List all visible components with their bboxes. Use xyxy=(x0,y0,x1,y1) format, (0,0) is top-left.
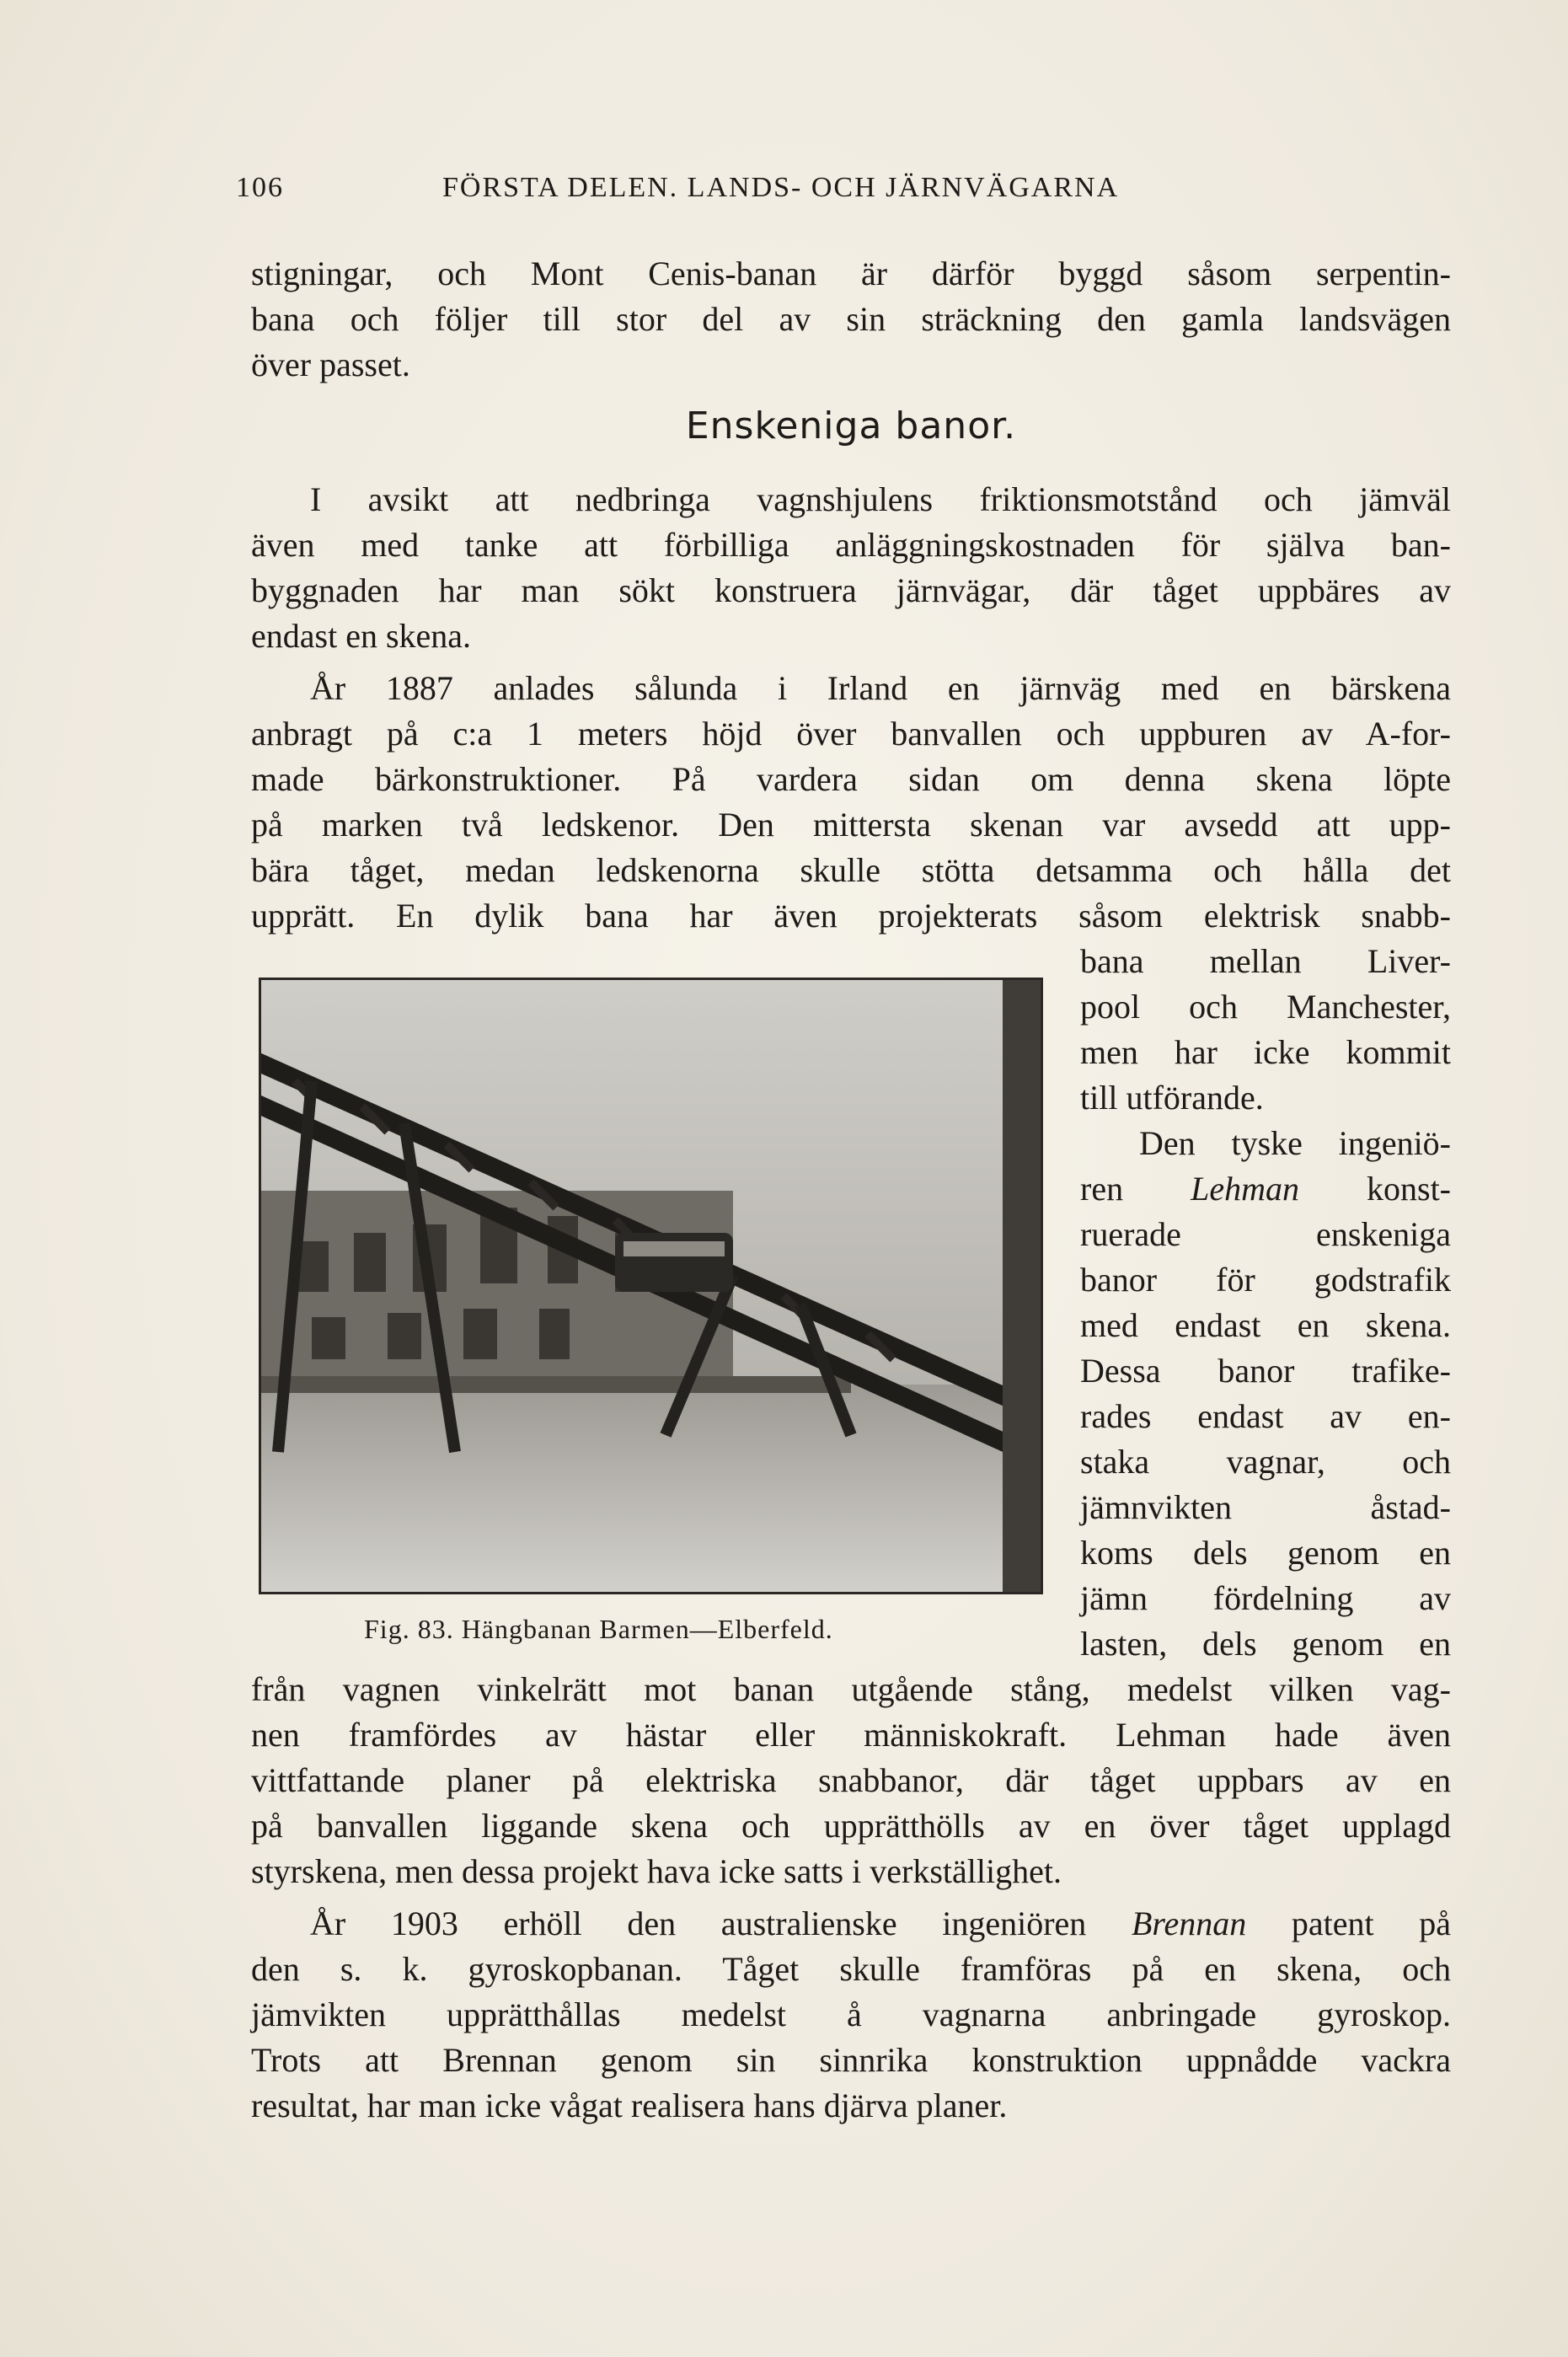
page-number: 106 xyxy=(236,172,284,203)
text-line: bära tåget, medan ledskenorna skulle stötta detsamma och hålla det xyxy=(251,851,1451,889)
text-line xyxy=(1080,1166,1451,1212)
text-line: staka vagnar, och xyxy=(1080,1443,1451,1481)
suspension-railway-illustration xyxy=(261,980,1041,1592)
text-line: koms dels genom en xyxy=(1080,1534,1451,1572)
running-head: FÖRSTA DELEN. LANDS- OCH JÄRNVÄGARNA xyxy=(442,172,1120,203)
text-line: även med tanke att förbilliga anläggningskostnaden för själva ban- xyxy=(251,526,1451,564)
text-line: stigningar, och Mont Cenis-banan är därför byggd såsom serpentin- xyxy=(251,254,1451,292)
text-line: lasten, dels genom en xyxy=(1080,1625,1451,1663)
text-line: nen framfördes av hästar eller människokraft. Lehman hade även xyxy=(251,1716,1451,1754)
text-span: ren xyxy=(1080,1170,1191,1208)
text-line: Dessa banor trafike- xyxy=(1080,1352,1451,1390)
text-line: bana mellan Liver- xyxy=(1080,942,1451,980)
text-line: upprätt. En dylik bana har även projekterats såsom elektrisk snabb- xyxy=(251,897,1451,935)
text-line: made bärkonstruktioner. På vardera sidan om denna skena löpte xyxy=(251,760,1451,798)
text-span: patent på xyxy=(1246,1904,1451,1942)
figure-photo-suspension-railway xyxy=(259,978,1043,1594)
text-line: med endast en skena. xyxy=(1080,1306,1451,1344)
text-line: på banvallen liggande skena och upprätthölls av en över tåget upplagd xyxy=(251,1807,1451,1845)
text-line: till utförande. xyxy=(1080,1079,1264,1117)
text-line: banor för godstrafik xyxy=(1080,1261,1451,1299)
text-line: pool och Manchester, xyxy=(1080,988,1451,1026)
text-line: från vagnen vinkelrätt mot banan utgående stång, medelst vilken vag- xyxy=(251,1670,1451,1708)
text-line: anbragt på c:a 1 meters höjd över banvallen och uppburen av A-for- xyxy=(251,715,1451,753)
text-line: ruerade enskeniga xyxy=(1080,1215,1451,1253)
text-line: Trots att Brennan genom sin sinnrika konstruktion uppnådde vackra xyxy=(251,2041,1451,2079)
text-line: endast en skena. xyxy=(251,617,472,655)
text-line: Den tyske ingeniö- xyxy=(1139,1124,1451,1162)
text-line: men har icke kommit xyxy=(1080,1033,1451,1071)
person-name: Lehman xyxy=(1191,1170,1299,1208)
text-span: konst- xyxy=(1298,1170,1451,1208)
text-line: rades endast av en- xyxy=(1080,1397,1451,1435)
text-line: bana och följer till stor del av sin sträckning den gamla landsvägen xyxy=(251,300,1451,338)
text-line: byggnaden har man sökt konstruera järnvägar, där tåget uppbäres av xyxy=(251,571,1451,609)
text-line: jämvikten upprätthållas medelst å vagnarna anbringade gyroskop. xyxy=(251,1995,1451,2033)
text-line: jämn fördelning av xyxy=(1080,1579,1451,1617)
text-line: styrskena, men dessa projekt hava icke satts i verkställighet. xyxy=(251,1852,1062,1890)
page-header xyxy=(236,172,1449,222)
text-line: resultat, har man icke vågat realisera hans djärva planer. xyxy=(251,2086,1008,2124)
text-line xyxy=(251,1901,1451,1947)
text-line: på marken två ledskenor. Den mittersta skenan var avsedd att upp- xyxy=(251,806,1451,844)
text-line: I avsikt att nedbringa vagnshjulens friktionsmotstånd och jämväl xyxy=(310,480,1451,518)
text-line: vittfattande planer på elektriska snabbanor, där tåget uppbars av en xyxy=(251,1761,1451,1799)
text-line: jämnvikten åstad- xyxy=(1080,1488,1451,1526)
text-line: över passet. xyxy=(251,346,410,383)
text-line: År 1887 anlades sålunda i Irland en järnväg med en bärskena xyxy=(310,669,1451,707)
text-span: År 1903 erhöll den australienske ingeniören xyxy=(310,1904,1132,1942)
person-name: Brennan xyxy=(1131,1904,1247,1942)
figure-caption: Fig. 83. Hängbanan Barmen—Elberfeld. xyxy=(364,1614,833,1644)
section-title: Enskeniga banor. xyxy=(685,404,1017,447)
text-line: den s. k. gyroskopbanan. Tåget skulle framföras på en skena, och xyxy=(251,1950,1451,1988)
